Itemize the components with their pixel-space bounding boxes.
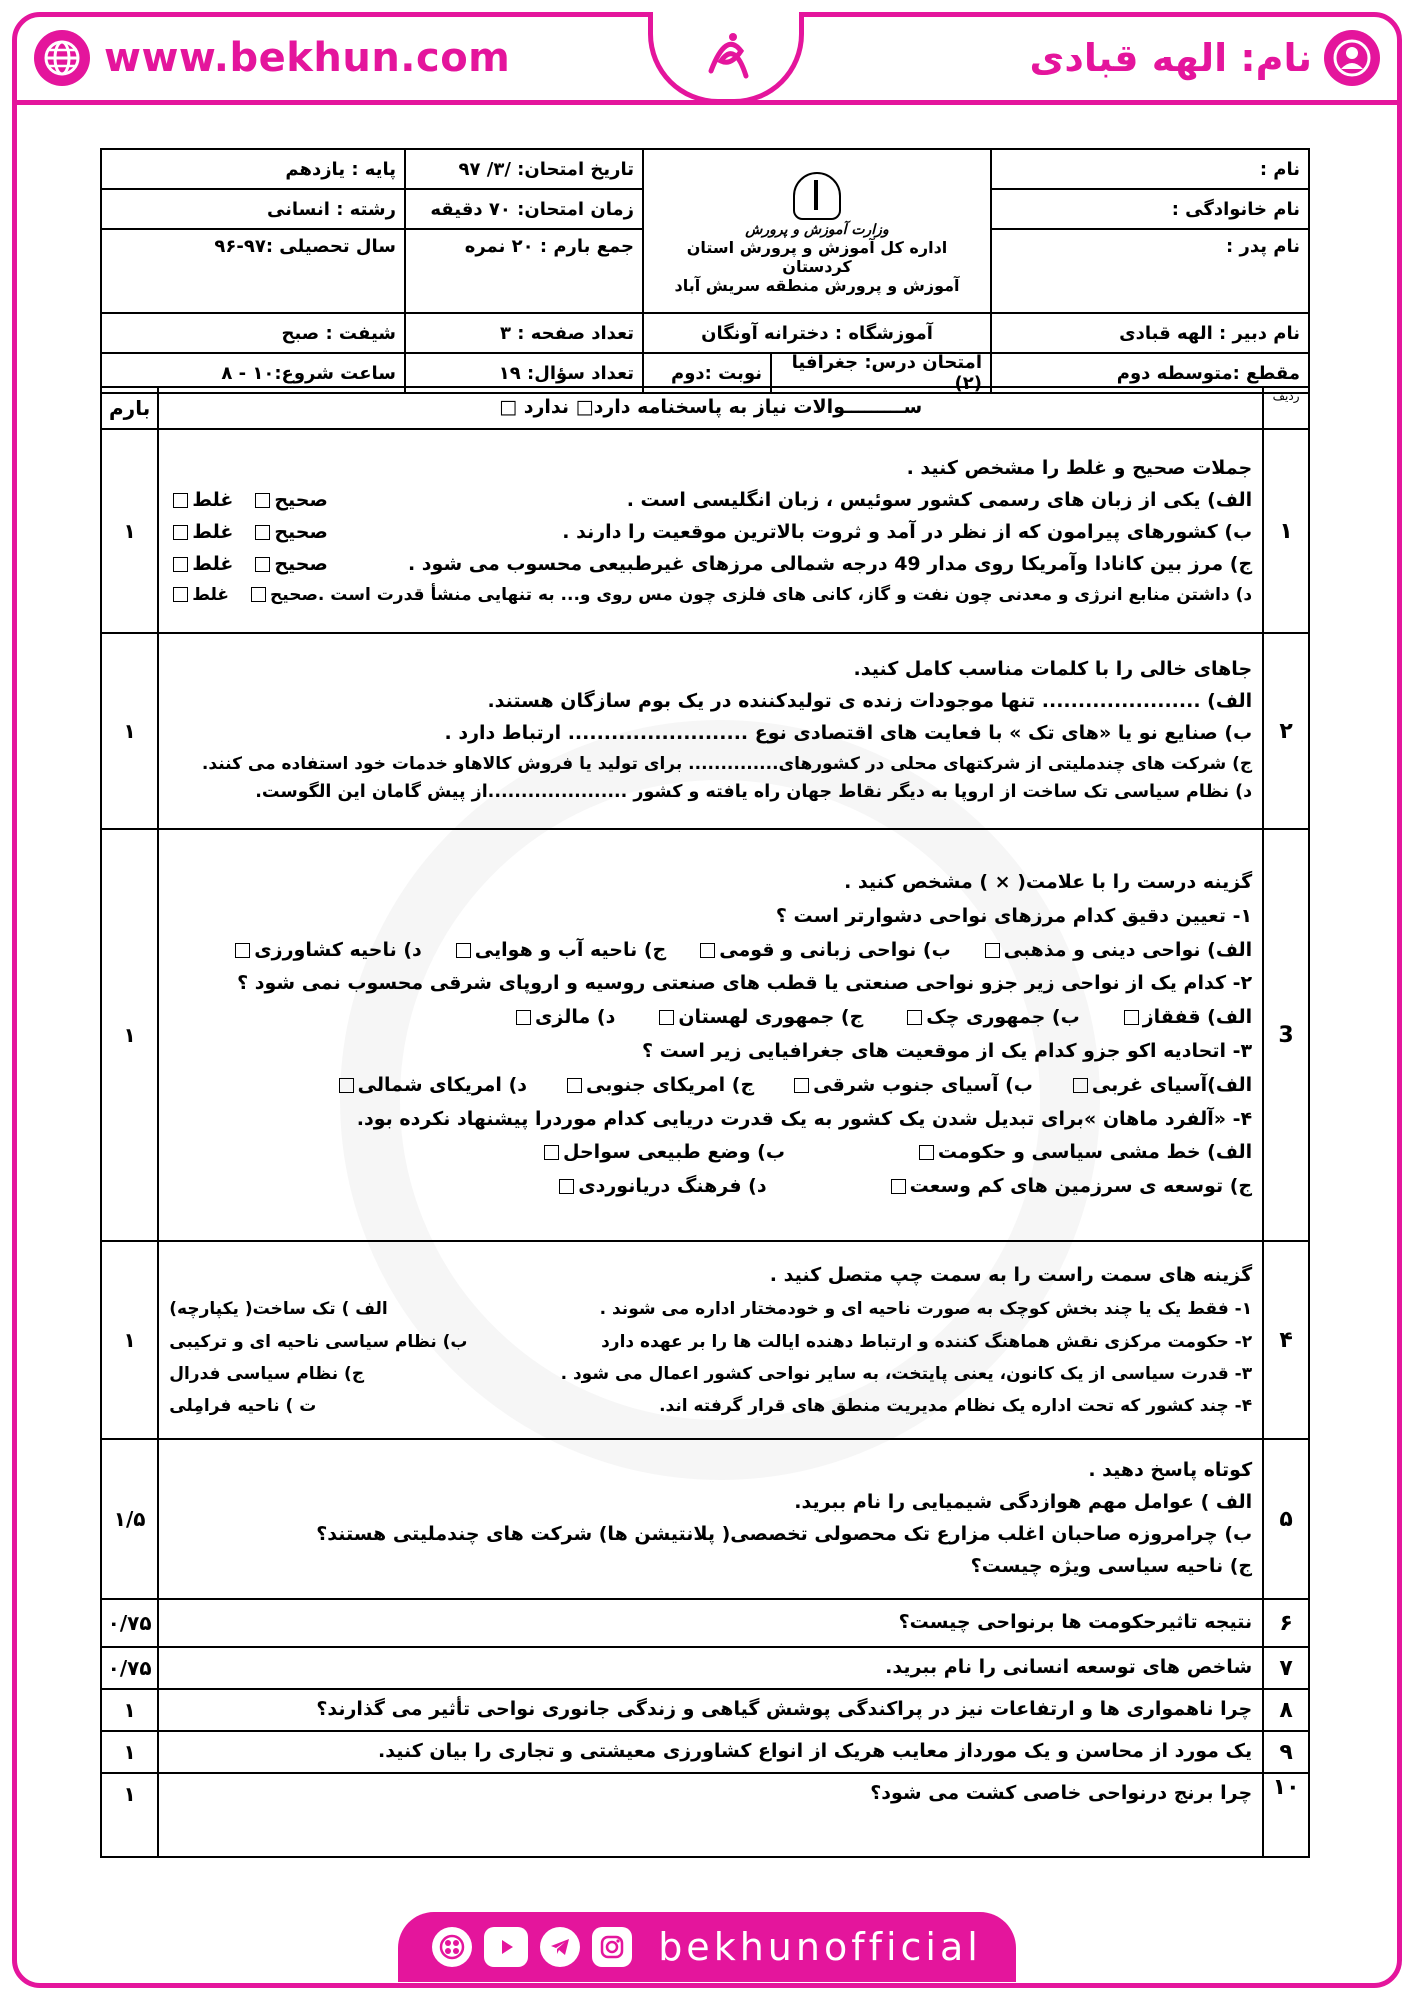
checkbox[interactable]: [985, 943, 1000, 958]
mc-option[interactable]: ج) ناحیه آب و هوایی: [452, 934, 666, 968]
match-row: [169, 1390, 1252, 1422]
true-option[interactable]: [251, 517, 328, 549]
short-answer-item: ج) ناحیه سیاسی ویژه چیست؟: [970, 1554, 1253, 1577]
mc-options: [169, 1136, 1252, 1170]
tf-options: [169, 549, 328, 581]
match-row: [169, 1358, 1252, 1390]
tf-item: [169, 517, 1252, 549]
fill-blank-item: ب) صنایع نو یا «های تک » با فعایت های اقتصادی نوع ......................... ارتباط دارد .: [444, 721, 1253, 744]
mc-option[interactable]: د) فرهنگ دریانوردی: [555, 1170, 766, 1204]
question-score: ۱: [101, 429, 158, 633]
checkbox[interactable]: [516, 1010, 531, 1025]
question-score: ۰/۷۵: [101, 1599, 158, 1647]
youtube-icon[interactable]: [484, 1927, 528, 1967]
mc-option[interactable]: ج) امریکای جنوبی: [563, 1069, 754, 1103]
exam-term: نوبت :دوم: [671, 362, 762, 384]
social-footer: [398, 1912, 1016, 1982]
question-number: ۱۰: [1263, 1773, 1309, 1857]
true-label: صحیح: [274, 552, 328, 575]
match-right-item: ۲- حکومت مرکزی نقش هماهنگ کننده و ارتباط دهنده ایالت ها را بر عهده دارد: [601, 1331, 1253, 1352]
question-text: چرا ناهمواری ها و ارتفاعات نیز در پراکندگی پوشش گیاهی و زندگی جانوری نواحی تأثیر می گذارند؟: [158, 1689, 1263, 1731]
mc-option[interactable]: الف) قفقاز: [1120, 1001, 1252, 1035]
checkbox[interactable]: [1073, 1078, 1088, 1093]
checkbox[interactable]: [700, 943, 715, 958]
field-of-study: رشته : انسانی: [101, 189, 405, 229]
website-text: www.bekhun.com: [104, 35, 511, 81]
top-banner: [12, 12, 1402, 104]
questions-table: [100, 386, 1310, 1858]
question-body: [158, 1439, 1263, 1599]
question-row: [101, 429, 1309, 633]
mc-option[interactable]: ج) جمهوری لهستان: [655, 1001, 863, 1035]
page-count: تعداد صفحه : ۳: [405, 313, 643, 353]
match-right-item: ۱- فقط یک یا چند بخش کوچک به صورت ناحیه ای و خودمختار اداره می شوند .: [599, 1299, 1253, 1320]
question-text: یک مورد از محاسن و یک مورداز معایب هریک از انواع کشاورزی معیشتی و تجاری را بیان کنید.: [158, 1731, 1263, 1773]
exam-date: تاریخ امتحان: /۳/ ۹۷: [405, 149, 643, 189]
mc-option[interactable]: الف) خط مشی سیاسی و حکومت: [915, 1136, 1252, 1170]
question-number: ۸: [1263, 1689, 1309, 1731]
question-body: [158, 829, 1263, 1241]
mc-question: ۲- کدام یک از نواحی زیر جزو نواحی صنعتی یا قطب های صنعتی روسیه و اروپای شرقی محسوب نمی شود ؟: [237, 972, 1253, 995]
globe-icon: [34, 30, 90, 86]
iran-emblem-icon: [793, 172, 841, 220]
match-left-item: ب) نظام سیاسی ناحیه ای و ترکیبی: [169, 1331, 468, 1352]
question-body: [158, 633, 1263, 829]
question-body: [158, 429, 1263, 633]
question-title: جاهای خالی را با کلمات مناسب کامل کنید.: [853, 658, 1253, 681]
family-field: نام خانوادگی :: [991, 189, 1309, 229]
grade: پایه : یازدهم: [101, 149, 405, 189]
checkbox[interactable]: [567, 1078, 582, 1093]
question-text: شاخص های توسعه انسانی را نام ببرید.: [158, 1647, 1263, 1689]
true-option[interactable]: [251, 549, 328, 581]
social-handle[interactable]: bekhunofficial: [658, 1925, 982, 1969]
true-label: صحیح: [270, 584, 318, 605]
true-option[interactable]: [251, 485, 328, 517]
banner-divider: [12, 100, 1402, 105]
question-row: [101, 1599, 1309, 1647]
question-number: ۲: [1263, 633, 1309, 829]
match-right-item: ۳- قدرت سیاسی از یک کانون، یعنی پایتخت، به سایر نواحی کشور اعمال می شود .: [560, 1364, 1253, 1385]
question-row: [101, 1647, 1309, 1689]
tf-item: [169, 549, 1252, 581]
checkbox[interactable]: [544, 1145, 559, 1160]
true-label: صحیح: [274, 520, 328, 543]
question-score: ۱: [101, 829, 158, 1241]
match-right-item: ۴- چند کشور که تحت اداره یک نظام مدیریت منطق های قرار گرفته اند.: [659, 1396, 1253, 1417]
match-left-item: الف ) تک ساخت( یکپارچه): [169, 1299, 388, 1320]
ministry-block: [643, 149, 991, 313]
checkbox[interactable]: [173, 525, 188, 540]
question-number: ۶: [1263, 1599, 1309, 1647]
checkbox[interactable]: [339, 1078, 354, 1093]
question-number: 3: [1263, 829, 1309, 1241]
checkbox[interactable]: [251, 587, 266, 602]
user-icon: [1324, 30, 1380, 86]
mc-option[interactable]: د) مالزی: [512, 1001, 615, 1035]
mc-options: [169, 934, 1252, 968]
mc-options: [169, 1001, 1252, 1035]
match-row: [169, 1326, 1252, 1358]
question-score: ۱/۵: [101, 1439, 158, 1599]
question-number: ۴: [1263, 1241, 1309, 1439]
mc-option[interactable]: ب) جمهوری چک: [903, 1001, 1079, 1035]
department-region: آموزش و پرورش منطقه سریش آباد: [674, 275, 960, 295]
checkbox[interactable]: [456, 943, 471, 958]
checkbox[interactable]: [173, 557, 188, 572]
mc-option[interactable]: ب) نواحی زبانی و قومی: [696, 934, 950, 968]
question-count: تعداد سؤال: ۱۹: [405, 353, 643, 393]
checkbox[interactable]: [794, 1078, 809, 1093]
telegram-icon[interactable]: [540, 1927, 580, 1967]
mc-option[interactable]: ب) وضع طبیعی سواحل: [540, 1136, 785, 1170]
question-score: ۰/۷۵: [101, 1647, 158, 1689]
tf-options: [169, 581, 318, 610]
question-score: ۱: [101, 1731, 158, 1773]
question-row: [101, 633, 1309, 829]
question-score: ۱: [101, 1689, 158, 1731]
tf-statement: د) داشتن منابع انرژی و معدنی چون نفت و گاز، کانی های فلزی چون مس روی و... به تنهایی منشأ قدرت است .: [317, 584, 1253, 605]
aparat-icon[interactable]: [432, 1927, 472, 1967]
question-score: ۱: [101, 1241, 158, 1439]
mc-question: ۳- اتحادیه اکو جزو کدام یک از موقعیت های جغرافیایی زیر است ؟: [641, 1040, 1253, 1062]
question-text: نتیجه تاثیرحکومت ها برنواحی چیست؟: [158, 1599, 1263, 1647]
teacher-name: نام دبیر : الهه قبادی: [991, 313, 1309, 353]
fill-blank-item: د) نظام سیاسی تک ساخت از اروپا به دیگر نقاط جهان راه یافته و کشور .....................از پیش گامان این الگوست.: [255, 782, 1253, 803]
department-province: اداره کل آموزش و پرورش استان کردستان: [686, 237, 948, 276]
true-label: صحیح: [274, 488, 328, 511]
checkbox[interactable]: [173, 587, 188, 602]
question-body: [158, 1241, 1263, 1439]
tf-options: [169, 517, 328, 549]
question-title: گزینه درست را با علامت( × ) مشخص کنید .: [844, 870, 1253, 893]
short-answer-item: ب) چرامروزه صاحبان اغلب مزارع تک محصولی تخصصی( پلانتیشن ها) شرکت های چندملیتی هستند؟: [316, 1523, 1253, 1545]
question-number: ۹: [1263, 1731, 1309, 1773]
question-title: گزینه های سمت راست را به سمت چپ متصل کنید .: [769, 1264, 1253, 1287]
question-number: ۵: [1263, 1439, 1309, 1599]
mc-option[interactable]: الف) نواحی دینی و مذهبی: [981, 934, 1252, 968]
false-option[interactable]: [169, 485, 233, 517]
mc-options: [169, 1069, 1252, 1103]
shift: شیفت : صبح: [101, 313, 405, 353]
checkbox[interactable]: [255, 525, 270, 540]
school-year: سال تحصیلی :۹۷-۹۶: [101, 229, 405, 313]
checkbox[interactable]: [919, 1145, 934, 1160]
mc-option[interactable]: د) امریکای شمالی: [335, 1069, 527, 1103]
question-text: چرا برنج درنواحی خاصی کشت می شود؟: [158, 1773, 1263, 1857]
exam-duration: زمان امتحان: ۷۰ دقیقه: [405, 189, 643, 229]
website-link[interactable]: [34, 20, 510, 96]
question-title: کوتاه پاسخ دهید .: [1088, 1459, 1253, 1482]
ministry-name: وزارت آموزش و پرورش: [745, 221, 889, 238]
name-text: نام: الهه قبادی: [1029, 36, 1312, 80]
course-name: امتحان درس: جغرافیا (۲): [770, 354, 990, 392]
checkbox[interactable]: [1124, 1010, 1139, 1025]
true-option[interactable]: [247, 581, 318, 610]
question-row: [101, 1241, 1309, 1439]
checkbox[interactable]: [235, 943, 250, 958]
father-field: نام پدر :: [991, 229, 1309, 313]
checkbox[interactable]: [559, 1179, 574, 1194]
mc-question: ۴- «آلفرد ماهان »برای تبدیل شدن یک کشور به یک قدرت دریایی کدام موردرا پیشنهاد نکرده بود.: [356, 1107, 1253, 1130]
checkbox[interactable]: [907, 1010, 922, 1025]
question-title: جملات صحیح و غلط را مشخص کنید .: [906, 456, 1253, 479]
question-number: ۱: [1263, 429, 1309, 633]
false-option[interactable]: [169, 549, 233, 581]
brand-logo: [648, 12, 804, 104]
question-score: ۱: [101, 633, 158, 829]
checkbox[interactable]: [255, 557, 270, 572]
tf-item: [169, 581, 1252, 610]
answer-sheet-note: ســـــــــوالات نیاز به پاسخنامه دارد□ ندارد □: [158, 387, 1263, 429]
fill-blank-item: الف) ...................... تنها موجودات زنده ی تولیدکننده در یک بوم سازگان هستند.: [487, 690, 1253, 713]
name-field: نام :: [991, 149, 1309, 189]
false-label: غلط: [192, 584, 229, 605]
mc-option[interactable]: الف)آسیای غربی: [1069, 1069, 1252, 1103]
tf-statement: الف) یکی از زبان های رسمی کشور سوئیس ، زبان انگلیسی است .: [626, 488, 1253, 511]
false-label: غلط: [192, 488, 234, 511]
match-left-item: ج) نظام سیاسی فدرال: [169, 1364, 365, 1385]
row-label: ردیف: [1263, 387, 1309, 429]
false-label: غلط: [192, 520, 234, 543]
checkbox[interactable]: [659, 1010, 674, 1025]
tf-statement: ب) کشورهای پیرامون که از نظر در آمد و ثروت بالاترین موقعیت را دارند .: [562, 520, 1253, 543]
checkbox[interactable]: [255, 493, 270, 508]
false-option[interactable]: [169, 517, 233, 549]
mc-option[interactable]: ج) توسعه ی سرزمین های کم وسعت: [887, 1170, 1253, 1204]
score-label: بارم: [101, 387, 158, 429]
tf-options: [169, 485, 328, 517]
checkbox[interactable]: [891, 1179, 906, 1194]
tf-item: [169, 485, 1252, 517]
question-row: [101, 1773, 1309, 1857]
question-row: [101, 1689, 1309, 1731]
exam-header-table: [100, 148, 1310, 394]
mc-options: [169, 1170, 1252, 1204]
mc-question: ۱- تعیین دقیق کدام مرزهای نواحی دشوارتر است ؟: [775, 904, 1253, 927]
fill-blank-item: ج) شرکت های چندملیتی از شرکتهای محلی در کشورهای.............. برای تولید یا فروش کالاهاو خدمات خود استفاده می کنند.: [201, 753, 1253, 774]
total-score: جمع بارم : ۲۰ نمره: [405, 229, 643, 313]
mc-option[interactable]: ب) آسیای جنوب شرقی: [790, 1069, 1033, 1103]
match-row: [169, 1293, 1252, 1325]
question-row: [101, 829, 1309, 1241]
education-level: مقطع :متوسطه دوم: [991, 353, 1309, 393]
question-row: [101, 1731, 1309, 1773]
start-time: ساعت شروع:۱۰ - ۸: [101, 353, 405, 393]
false-option[interactable]: [169, 581, 229, 610]
tf-statement: ج) مرز بین کانادا وآمریکا روی مدار 49 درجه شمالی مرزهای غیرطبیعی محسوب می شود .: [407, 552, 1253, 575]
short-answer-item: الف ) عوامل مهم هوازدگی شیمیایی را نام ببرید.: [794, 1491, 1253, 1514]
match-left-item: ت ) ناحیه فرامِلی: [169, 1396, 317, 1417]
question-score: ۱: [101, 1773, 158, 1857]
student-name-banner: [1030, 20, 1380, 96]
question-number: ۷: [1263, 1647, 1309, 1689]
school-name: آموزشگاه : دخترانه آونگان: [643, 313, 991, 353]
false-label: غلط: [192, 552, 234, 575]
checkbox[interactable]: [173, 493, 188, 508]
question-row: [101, 1439, 1309, 1599]
instagram-icon[interactable]: [592, 1927, 632, 1967]
mc-option[interactable]: د) ناحیه کشاورزی: [231, 934, 422, 968]
